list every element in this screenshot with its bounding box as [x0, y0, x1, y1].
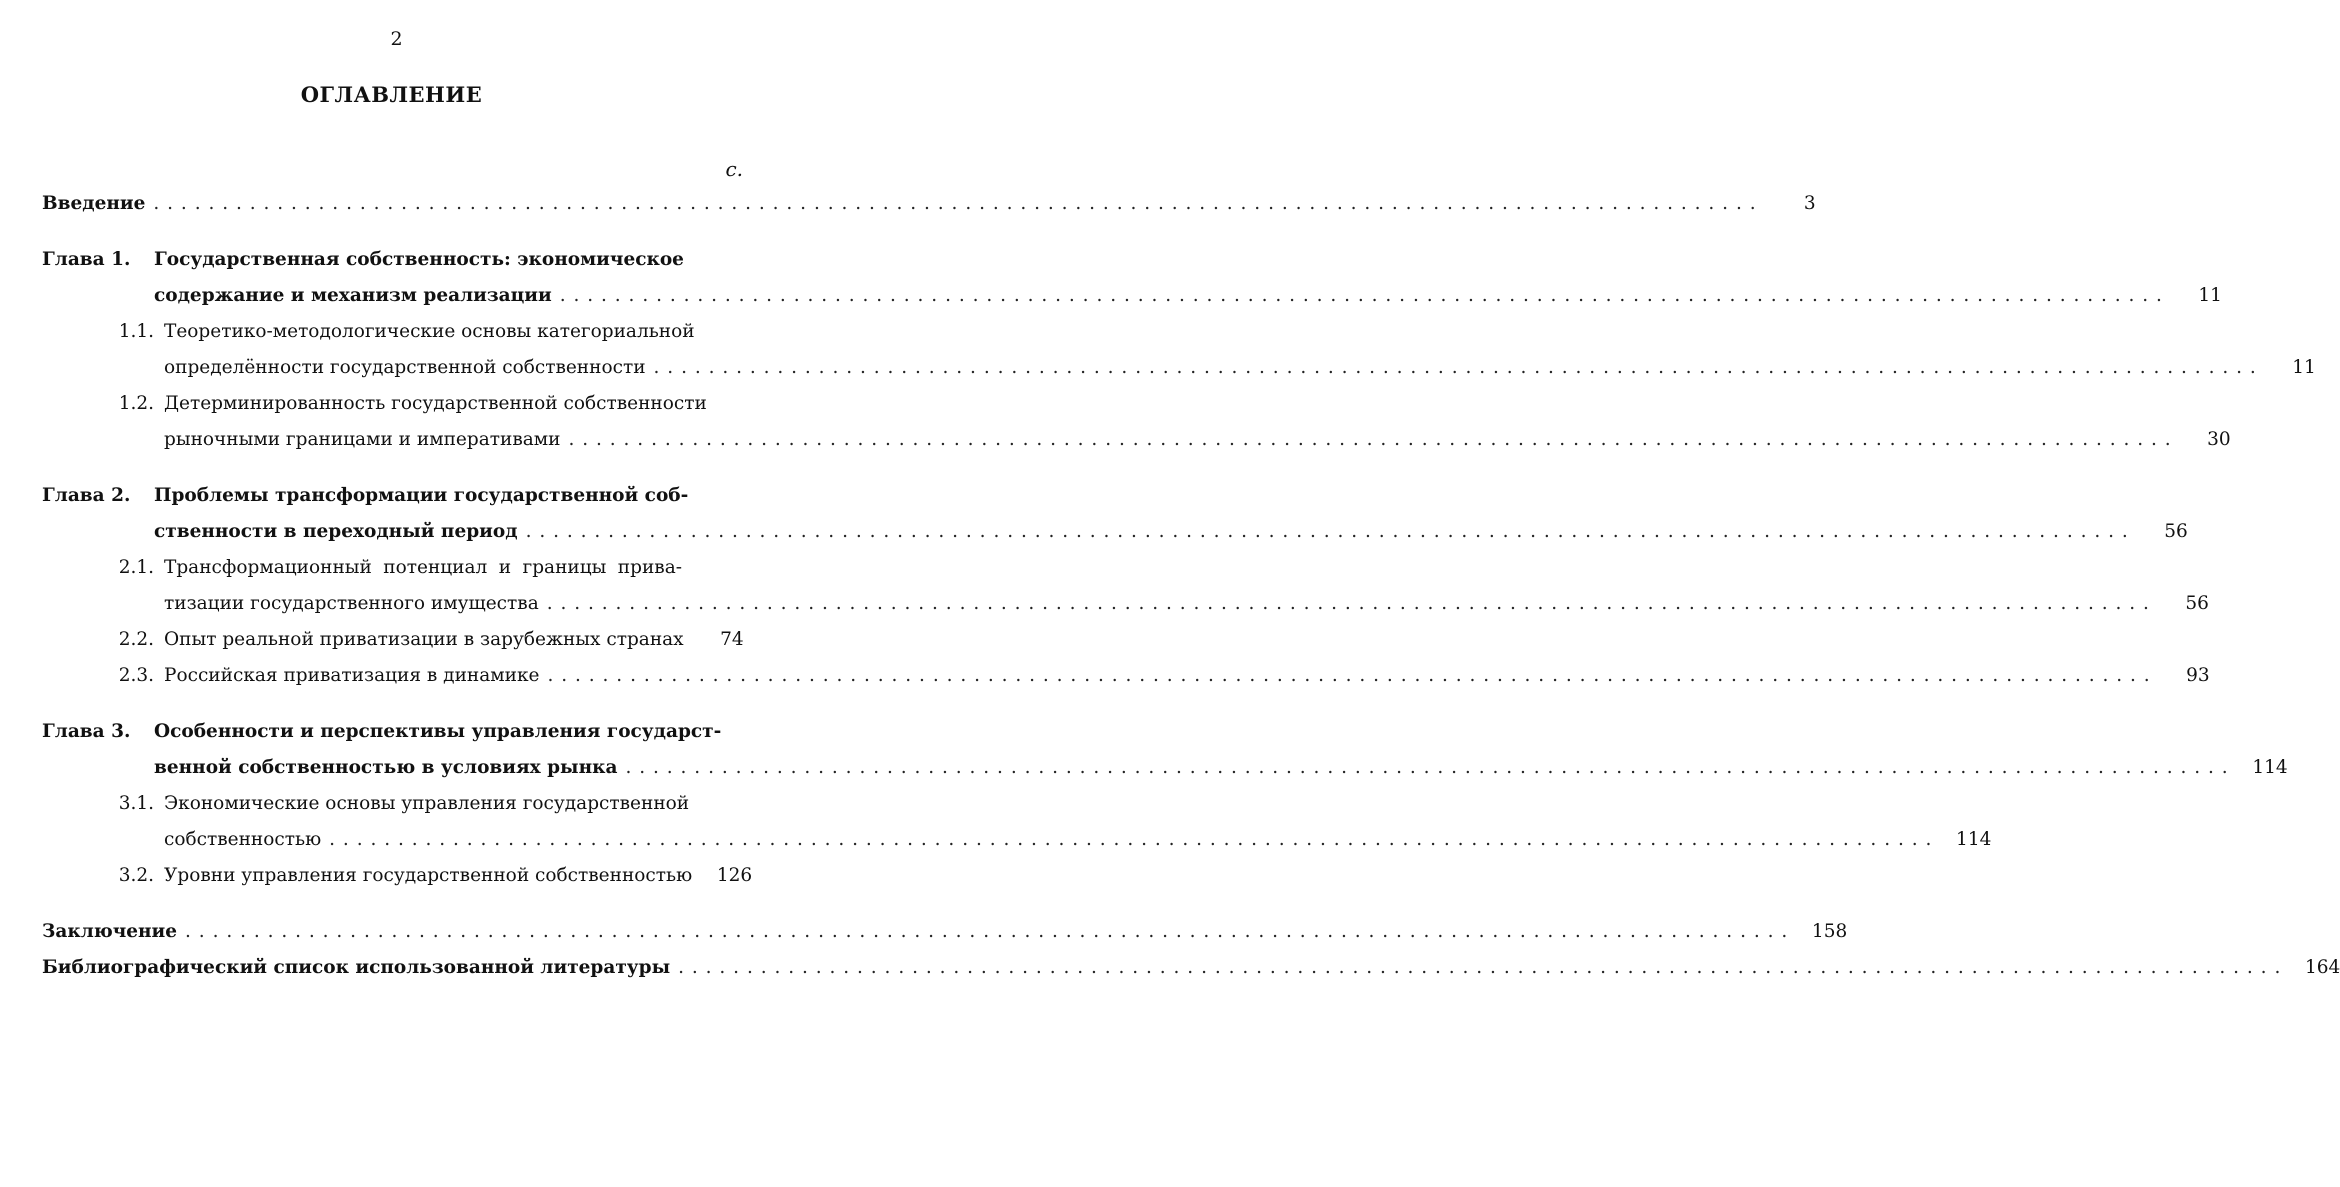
toc-section-3-1-line1[interactable]	[42, 786, 742, 822]
toc-section-1-2-line2[interactable]	[42, 422, 2231, 458]
leader-dots	[145, 186, 1755, 222]
section-number: 2.3.	[118, 665, 154, 686]
toc-page-number: 93	[2186, 665, 2210, 686]
section-title-line: Теоретико-методологические основы категориальной	[164, 321, 695, 342]
toc-page-number: 114	[1956, 829, 1992, 850]
chapter-number: Глава 3.	[42, 721, 131, 742]
toc-chapter-3-line1[interactable]	[42, 714, 742, 750]
toc-page-number: 11	[2198, 285, 2222, 306]
toc-entry-text: Библиографический список использованной литературы	[42, 957, 671, 978]
toc-page-number: 126	[716, 865, 753, 886]
leader-dots	[321, 822, 1931, 858]
chapter-title-line: венной собственностью в условиях рынка	[154, 757, 618, 778]
toc-page-number: 30	[2207, 429, 2231, 450]
toc-section-1-1-line2[interactable]	[42, 350, 2316, 386]
chapter-title-line: Государственная собственность: экономическое	[154, 249, 684, 270]
section-title-line: определённости государственной собственности	[164, 357, 646, 378]
leader-dots	[552, 278, 2162, 314]
chapter-number: Глава 2.	[42, 485, 131, 506]
toc-entry-text: Заключение	[42, 921, 178, 942]
toc-page-number: 114	[2252, 757, 2288, 778]
toc-chapter-2-line2[interactable]	[42, 514, 2188, 550]
section-title-line: Экономические основы управления государственной	[164, 793, 690, 814]
toc-page-number: 164	[2305, 957, 2340, 978]
section-number: 2.1.	[118, 557, 154, 578]
toc-section-2-1-line1[interactable]	[42, 550, 742, 586]
section-title-line: Российская приватизация в динамике	[164, 665, 540, 686]
chapter-title-line: Проблемы трансформации государственной соб-	[154, 485, 689, 506]
toc-section-2-2[interactable]	[42, 622, 742, 658]
leader-dots	[518, 514, 2128, 550]
leader-dots	[177, 914, 1787, 950]
section-title-line: Опыт реальной приватизации в зарубежных странах	[164, 629, 684, 650]
leader-dots	[540, 658, 2150, 694]
toc-page-number: 158	[1811, 921, 1848, 942]
section-number: 1.2.	[118, 393, 154, 414]
toc-page-number: 74	[720, 629, 744, 650]
toc-chapter-2-line1[interactable]	[42, 478, 742, 514]
leader-dots	[646, 350, 2256, 386]
section-number: 1.1.	[118, 321, 154, 342]
toc-entry-text: Введение	[42, 193, 146, 214]
toc-section-2-3[interactable]	[42, 658, 2210, 694]
toc-page-number: 3	[1803, 193, 1816, 214]
toc-section-3-1-line2[interactable]	[42, 822, 1992, 858]
toc-page-number: 11	[2292, 357, 2316, 378]
chapter-title-line: Особенности и перспективы управления государст-	[154, 721, 722, 742]
section-title-line: тизации государственного имущества	[164, 593, 539, 614]
toc-chapter-1-line2[interactable]	[42, 278, 2222, 314]
leader-dots	[618, 750, 2228, 786]
toc-page-number: 56	[2164, 521, 2188, 542]
toc-page-number: 56	[2185, 593, 2209, 614]
page-column-label: с.	[725, 157, 743, 181]
page-number: 2	[390, 28, 403, 50]
leader-dots	[539, 586, 2149, 622]
table-of-contents	[42, 186, 2340, 986]
leader-dots	[670, 950, 2280, 986]
leader-dots	[561, 422, 2171, 458]
section-title-line: собственностью	[164, 829, 322, 850]
section-number: 2.2.	[118, 629, 154, 650]
toc-entry-conclusion[interactable]	[42, 914, 1848, 950]
toc-entry-intro[interactable]	[42, 186, 1816, 222]
chapter-title-line: содержание и механизм реализации	[154, 285, 552, 306]
toc-section-2-1-line2[interactable]	[42, 586, 2209, 622]
toc-chapter-3-line2[interactable]	[42, 750, 2288, 786]
toc-chapter-1-line1[interactable]	[42, 242, 742, 278]
toc-section-1-1-line1[interactable]	[42, 314, 742, 350]
section-title-line: Детерминированность государственной собственности	[164, 393, 707, 414]
toc-entry-bibliography[interactable]	[42, 950, 2340, 986]
section-title-line: Трансформационный потенциал и границы прива-	[164, 557, 682, 578]
section-number: 3.2.	[118, 865, 154, 886]
section-title-line: рыночными границами и императивами	[164, 429, 561, 450]
toc-title: ОГЛАВЛЕНИЕ	[300, 82, 483, 107]
toc-section-3-2[interactable]	[42, 858, 753, 894]
chapter-title-line: ственности в переходный период	[154, 521, 518, 542]
section-number: 3.1.	[118, 793, 154, 814]
chapter-number: Глава 1.	[42, 249, 131, 270]
toc-section-1-2-line1[interactable]	[42, 386, 742, 422]
section-title-line: Уровни управления государственной собственностью	[164, 865, 693, 886]
